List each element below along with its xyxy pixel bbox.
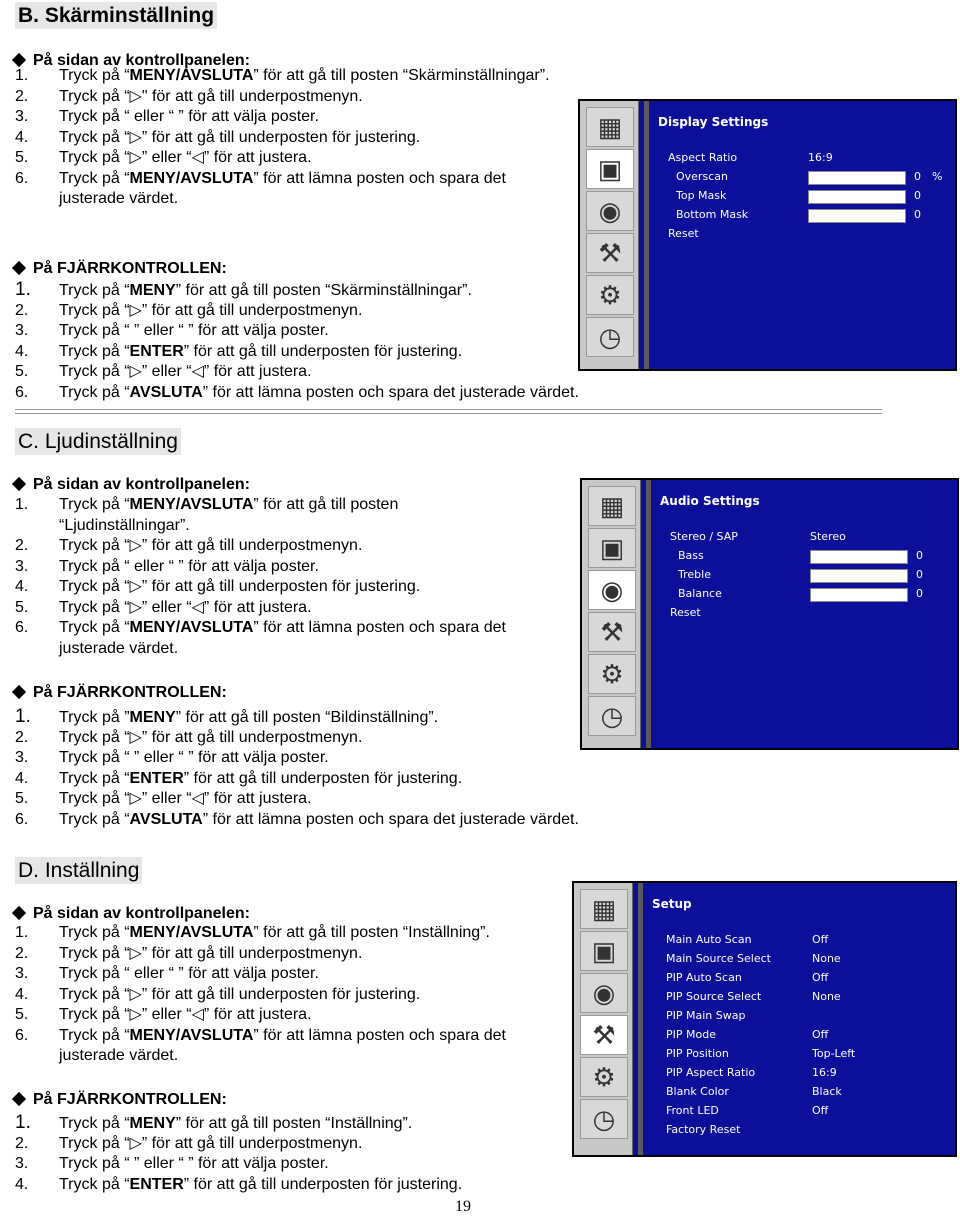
step-text: Tryck på “▷” eller “◁” för att justera.: [59, 149, 312, 166]
step-text: Tryck på “MENY” för att gå till posten “Skärminställningar”.: [59, 282, 472, 299]
step-text: Tryck på “MENY/AVSLUTA” för att lämna posten och spara det: [59, 169, 506, 187]
step-item: [15, 707, 438, 728]
osd-divider: [638, 883, 643, 1155]
tools-icon[interactable]: ⚙: [586, 275, 634, 315]
step-item: [15, 107, 319, 127]
step-text: Tryck på “▷” för att gå till underpostmenyn.: [59, 728, 363, 746]
step-text: Tryck på “▷” för att gå till underposten för justering.: [59, 985, 421, 1003]
tv-color-bars-icon[interactable]: ▦: [580, 889, 628, 929]
section-c-panel-heading: På sidan av kontrollpanelen:: [12, 475, 250, 495]
osd-divider: [644, 101, 649, 369]
osd-slider[interactable]: [810, 569, 908, 583]
osd-row-label[interactable]: PIP Mode: [666, 1028, 716, 1041]
tv-screen-icon[interactable]: ▣: [580, 931, 628, 971]
step-text: Tryck på “▷” för att gå till underpostmenyn.: [59, 301, 363, 319]
step-item: [15, 66, 550, 86]
clock-icon[interactable]: ◷: [586, 317, 634, 357]
step-text: Tryck på “ENTER” för att gå till underposten för justering.: [59, 1175, 463, 1193]
osd-row-value: Black: [812, 1085, 842, 1098]
osd-slider[interactable]: [808, 171, 906, 185]
osd-title: Audio Settings: [660, 494, 760, 508]
step-number: 2.: [15, 728, 29, 746]
audio-settings-osd: [580, 478, 959, 750]
step-number: 2.: [15, 944, 29, 962]
step-item: [15, 748, 329, 768]
step-number: 1.: [15, 706, 31, 727]
step-item: [15, 618, 506, 638]
step-number: 3.: [15, 1155, 29, 1172]
step-number: 6.: [15, 1026, 29, 1044]
step-item: [15, 148, 312, 168]
step-item: [15, 964, 319, 984]
step-text: Tryck på “ eller “ ” för att välja poster.: [59, 965, 319, 982]
step-item: [15, 495, 398, 515]
step-item: [15, 598, 312, 618]
step-item: [15, 944, 362, 964]
step-number: 3.: [15, 108, 29, 125]
osd-row-label[interactable]: PIP Auto Scan: [666, 971, 742, 984]
step-number: 5.: [15, 598, 29, 616]
tv-color-bars-icon[interactable]: ▦: [586, 107, 634, 147]
osd-title: Display Settings: [658, 115, 769, 129]
osd-row-label[interactable]: PIP Position: [666, 1047, 729, 1060]
step-number: 5.: [15, 149, 29, 166]
step-text: Tryck på “▷” eller “◁” för att justera.: [59, 363, 312, 380]
diamond-bullet-icon: [12, 906, 26, 920]
speaker-icon[interactable]: ◉: [588, 570, 636, 610]
clock-icon[interactable]: ◷: [580, 1099, 628, 1139]
diamond-bullet-icon: [12, 1092, 26, 1106]
tv-screen-icon[interactable]: ▣: [588, 528, 636, 568]
step-item: [15, 342, 462, 362]
step-item: [15, 985, 420, 1005]
osd-row-label[interactable]: Aspect Ratio: [668, 151, 738, 164]
step-number: 2.: [15, 301, 29, 319]
osd-row-label[interactable]: PIP Aspect Ratio: [666, 1066, 756, 1079]
step-item: [15, 536, 362, 556]
setup-osd: [572, 881, 957, 1157]
step-text: Tryck på “▷” för att gå till underpostmenyn.: [59, 944, 363, 962]
step-item: [15, 769, 462, 789]
osd-row-label[interactable]: PIP Source Select: [666, 990, 762, 1003]
step-text: Tryck på “ eller “ ” för att välja poster.: [59, 557, 319, 575]
step-text: Tryck på “ENTER” för att gå till underposten för justering.: [59, 769, 463, 787]
osd-row-value: Off: [812, 1104, 829, 1117]
osd-row-value: 16:9: [808, 151, 833, 164]
osd-row-value: 0: [914, 189, 921, 202]
step-number: 4.: [15, 985, 29, 1003]
osd-row-value: Stereo: [810, 530, 846, 543]
osd-slider[interactable]: [808, 190, 906, 204]
step-number: 3.: [15, 322, 29, 339]
section-b-remote-heading: På FJÄRRKONTROLLEN:: [12, 259, 227, 279]
step-item: [15, 362, 312, 382]
osd-row-label[interactable]: Bottom Mask: [676, 208, 749, 221]
osd-row-label[interactable]: Main Auto Scan: [666, 933, 752, 946]
osd-slider[interactable]: [808, 209, 906, 223]
step-item: [15, 1154, 329, 1174]
osd-slider[interactable]: [810, 550, 908, 564]
osd-row-label[interactable]: Reset: [670, 606, 701, 619]
step-number: 5.: [15, 363, 29, 380]
section-b-title: B. Skärminställning: [15, 2, 217, 29]
step-number: 4.: [15, 128, 29, 146]
osd-row-label[interactable]: Overscan: [676, 170, 728, 183]
osd-row-label[interactable]: Blank Color: [666, 1085, 729, 1098]
step-item: [15, 789, 312, 809]
step-text: Tryck på “▷” eller “◁” för att justera.: [59, 598, 312, 616]
osd-divider: [646, 480, 651, 748]
speaker-icon[interactable]: ◉: [580, 973, 628, 1013]
step-item: [15, 1175, 462, 1195]
step-number: 1.: [15, 279, 31, 300]
step-number: 4.: [15, 769, 29, 787]
osd-row-value: Off: [812, 933, 829, 946]
step-number: 4.: [15, 578, 29, 595]
wrench-icon[interactable]: ⚒: [580, 1015, 628, 1055]
step-number: 3.: [15, 557, 29, 575]
step-continuation: justerade värdet.: [59, 1047, 179, 1064]
step-item: [15, 128, 420, 148]
osd-row-label[interactable]: Stereo / SAP: [670, 530, 738, 543]
section-d-panel-heading: På sidan av kontrollpanelen:: [12, 904, 250, 924]
tools-icon[interactable]: ⚙: [588, 654, 636, 694]
step-number: 4.: [15, 1175, 29, 1193]
step-text: Tryck på “ ” eller “ ” för att välja poster.: [59, 1155, 329, 1172]
step-item: [15, 923, 490, 943]
step-item: [15, 383, 579, 403]
osd-icon-sidebar: [582, 480, 641, 748]
step-text: Tryck på “ ” eller “ ” för att välja poster.: [59, 322, 329, 339]
step-number: 6.: [15, 619, 29, 636]
osd-row-label[interactable]: Bass: [678, 549, 704, 562]
step-item: [15, 280, 472, 301]
step-continuation: justerade värdet.: [59, 190, 179, 207]
wrench-icon[interactable]: ⚒: [586, 233, 634, 273]
osd-icon-sidebar: [574, 883, 633, 1155]
osd-row-value: 0: [916, 568, 923, 581]
step-text: Tryck på “ENTER” för att gå till underposten för justering.: [59, 342, 463, 360]
step-text: Tryck på “MENY/AVSLUTA” för att lämna posten och spara det: [59, 619, 506, 636]
step-item: [15, 1113, 412, 1134]
step-text: Tryck på “▷” för att gå till underposten för justering.: [59, 128, 421, 146]
step-number: 5.: [15, 790, 29, 807]
step-item: [15, 301, 362, 321]
osd-row-value: Off: [812, 971, 829, 984]
section-d-remote-heading: På FJÄRRKONTROLLEN:: [12, 1090, 227, 1110]
section-d-title: D. Inställning: [15, 857, 142, 884]
osd-row-label[interactable]: Main Source Select: [666, 952, 771, 965]
step-item: [15, 577, 420, 597]
step-number: 2.: [15, 537, 29, 554]
step-item: [15, 87, 363, 107]
step-text: Tryck på “▷” för att gå till underpostmenyn.: [59, 537, 363, 554]
step-number: 1.: [15, 67, 29, 84]
osd-row-value: 0: [916, 549, 923, 562]
osd-row-label[interactable]: Front LED: [666, 1104, 719, 1117]
osd-row-label[interactable]: PIP Main Swap: [666, 1009, 746, 1022]
osd-row-value: Off: [812, 1028, 829, 1041]
osd-row-value: None: [812, 990, 841, 1003]
step-continuation: justerade värdet.: [59, 639, 179, 657]
osd-row-label[interactable]: Treble: [678, 568, 711, 581]
step-text: Tryck på “▷” eller “◁” för att justera.: [59, 1006, 312, 1023]
step-number: 2.: [15, 1134, 29, 1152]
step-number: 6.: [15, 810, 29, 828]
section-c-remote-heading: På FJÄRRKONTROLLEN:: [12, 683, 227, 703]
display-settings-osd: [578, 99, 957, 371]
osd-title: Setup: [652, 897, 692, 911]
step-text: Tryck på “AVSLUTA” för att lämna posten och spara det justerade värdet.: [59, 810, 579, 828]
step-text: Tryck på “MENY/AVSLUTA” för att gå till posten “Skärminställningar”.: [59, 67, 550, 84]
osd-row-value: 0: [914, 208, 921, 221]
osd-row-value: 0: [916, 587, 923, 600]
step-text: Tryck på “MENY/AVSLUTA” för att lämna posten och spara det: [59, 1026, 506, 1044]
step-text: Tryck på “▷” för att gå till underpostmenyn.: [59, 1134, 363, 1152]
diamond-bullet-icon: [12, 477, 26, 491]
osd-row-label[interactable]: Top Mask: [676, 189, 727, 202]
tv-color-bars-icon[interactable]: ▦: [588, 486, 636, 526]
step-number: 5.: [15, 1006, 29, 1023]
tools-icon[interactable]: ⚙: [580, 1057, 628, 1097]
step-continuation: “Ljudinställningar”.: [59, 516, 190, 534]
separator-line: [15, 409, 882, 410]
speaker-icon[interactable]: ◉: [586, 191, 634, 231]
osd-icon-sidebar: [580, 101, 639, 369]
step-item: [15, 1005, 312, 1025]
step-text: Tryck på “▷” för att gå till underposten för justering.: [59, 578, 421, 595]
osd-row-value: 0: [914, 170, 921, 183]
section-c-title: C. Ljudinställning: [15, 428, 181, 455]
step-item: [15, 557, 319, 577]
step-text: Tryck på “ eller “ ” för att välja poster.: [59, 108, 319, 125]
osd-slider[interactable]: [810, 588, 908, 602]
step-number: 6.: [15, 169, 29, 187]
diamond-bullet-icon: [12, 685, 26, 699]
step-text: Tryck på “ ” eller “ ” för att välja poster.: [59, 749, 329, 766]
page-number: 19: [455, 1198, 471, 1215]
step-item: [15, 810, 579, 830]
section-b-panel-heading: På sidan av kontrollpanelen:: [12, 51, 250, 71]
osd-row-value: 16:9: [812, 1066, 837, 1079]
diamond-bullet-icon: [12, 261, 26, 275]
step-number: 2.: [15, 87, 29, 105]
osd-row-value: None: [812, 952, 841, 965]
osd-row-label[interactable]: Factory Reset: [666, 1123, 741, 1136]
step-number: 3.: [15, 749, 29, 766]
step-item: [15, 321, 329, 341]
step-number: 4.: [15, 342, 29, 360]
osd-row-label[interactable]: Balance: [678, 587, 722, 600]
step-item: [15, 728, 362, 748]
step-item: [15, 169, 506, 189]
step-item: [15, 1134, 362, 1154]
step-text: Tryck på “AVSLUTA” för att lämna posten och spara det justerade värdet.: [59, 383, 579, 401]
step-number: 1.: [15, 924, 29, 941]
osd-row-value: Top-Left: [812, 1047, 856, 1060]
step-number: 3.: [15, 965, 29, 982]
step-text: Tryck på “▷" för att gå till underpostmenyn.: [59, 87, 363, 105]
step-text: Tryck på “MENY/AVSLUTA” för att gå till posten “Inställning”.: [59, 924, 490, 941]
osd-row-label[interactable]: Reset: [668, 227, 699, 240]
step-text: Tryck på “MENY” för att gå till posten “Inställning”.: [59, 1115, 413, 1132]
wrench-icon[interactable]: ⚒: [588, 612, 636, 652]
separator-line: [15, 413, 882, 414]
step-text: Tryck på “MENY/AVSLUTA” för att gå till posten: [59, 496, 399, 513]
osd-row-unit: %: [932, 170, 943, 183]
step-number: 6.: [15, 383, 29, 401]
step-number: 1.: [15, 1112, 31, 1133]
step-text: Tryck på “▷” eller “◁” för att justera.: [59, 790, 312, 807]
step-number: 1.: [15, 496, 29, 513]
step-text: Tryck på ”MENY” för att gå till posten “Bildinställning”.: [59, 709, 439, 726]
clock-icon[interactable]: ◷: [588, 696, 636, 736]
tv-screen-icon[interactable]: ▣: [586, 149, 634, 189]
step-item: [15, 1026, 506, 1046]
